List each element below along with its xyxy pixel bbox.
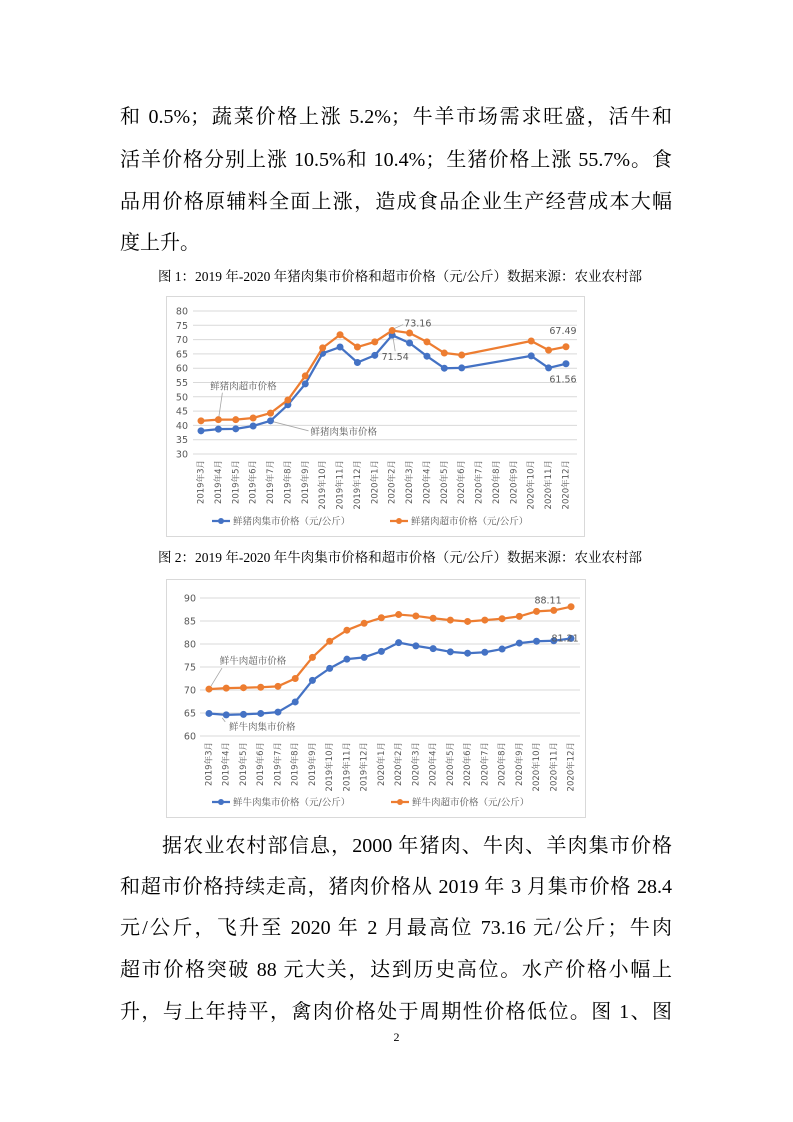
x-tick-label: 2020年1月	[370, 460, 381, 505]
data-point-series-1	[354, 344, 360, 350]
data-point-series-0	[499, 646, 505, 652]
data-point-series-0	[344, 656, 350, 662]
y-tick-label: 75	[183, 662, 196, 674]
y-tick-label: 60	[183, 731, 196, 743]
data-point-series-1	[258, 684, 264, 690]
x-tick-label: 2020年7月	[474, 460, 485, 505]
x-tick-label: 2020年2月	[394, 742, 405, 787]
legend-label: 鲜猪肉超市价格（元/公斤）	[411, 516, 529, 528]
data-label: 61.56	[549, 374, 577, 386]
data-point-series-1	[240, 685, 246, 691]
data-point-series-0	[258, 710, 264, 716]
y-tick-label: 80	[175, 306, 188, 318]
data-point-series-1	[459, 352, 465, 358]
x-tick-label: 2019年9月	[300, 460, 311, 505]
x-tick-label: 2019年7月	[273, 742, 284, 787]
body-text-line: 元/公斤，飞升至 2020 年 2 月最高位 73.16 元/公斤；牛肉	[120, 917, 672, 939]
data-point-series-0	[223, 712, 229, 718]
data-point-series-0	[215, 426, 221, 432]
series-annotation: 鲜牛肉集市价格	[228, 721, 296, 733]
x-tick-label: 2020年3月	[411, 742, 422, 787]
data-point-series-1	[465, 618, 471, 624]
legend-swatch-marker	[218, 518, 224, 524]
x-tick-label: 2020年2月	[387, 460, 398, 505]
data-point-series-0	[396, 640, 402, 646]
x-tick-label: 2019年6月	[256, 742, 267, 787]
data-point-series-1	[233, 417, 239, 423]
data-point-series-1	[275, 683, 281, 689]
series-annotation: 鲜猪肉集市价格	[310, 426, 378, 438]
y-tick-label: 85	[183, 616, 196, 628]
data-point-series-1	[516, 613, 522, 619]
x-tick-label: 2019年3月	[196, 460, 207, 505]
data-label: 88.11	[534, 595, 562, 607]
data-point-series-1	[528, 338, 534, 344]
body-text-line: 升，与上年持平，禽肉价格处于周期性价格低位。图 1、图	[120, 1001, 672, 1023]
x-tick-label: 2020年4月	[428, 742, 439, 787]
series-annotation: 鲜牛肉超市价格	[219, 656, 287, 668]
data-point-series-1	[424, 339, 430, 345]
data-point-series-0	[250, 423, 256, 429]
data-point-series-1	[250, 415, 256, 421]
x-tick-label: 2020年11月	[549, 742, 560, 792]
y-tick-label: 35	[175, 435, 188, 447]
data-point-series-0	[206, 710, 212, 716]
data-point-series-1	[396, 612, 402, 618]
body-text-line: 度上升。	[120, 232, 200, 254]
y-tick-label: 75	[175, 320, 188, 332]
series-annotation: 鲜猪肉超市价格	[210, 381, 277, 393]
data-point-series-1	[499, 616, 505, 622]
y-tick-label: 90	[183, 593, 196, 605]
data-point-series-0	[372, 352, 378, 358]
data-label: 73.16	[404, 318, 432, 330]
legend-label: 鲜猪肉集市价格（元/公斤）	[233, 516, 351, 528]
y-tick-label: 65	[175, 349, 188, 361]
data-point-series-1	[198, 418, 204, 424]
x-tick-label: 2020年9月	[514, 742, 525, 787]
data-point-series-1	[568, 604, 574, 610]
x-tick-label: 2020年6月	[457, 460, 468, 505]
body-text-line: 据农业农村部信息，2000 年猪肉、牛肉、羊肉集市价格	[162, 835, 672, 857]
data-point-series-0	[528, 353, 534, 359]
x-tick-label: 2019年8月	[290, 742, 301, 787]
data-point-series-0	[378, 648, 384, 654]
body-text-line: 品用价格原辅料全面上涨，造成食品企业生产经营成本大幅	[120, 191, 672, 213]
x-tick-label: 2019年5月	[238, 742, 249, 787]
y-tick-label: 80	[183, 639, 196, 651]
data-point-series-0	[268, 418, 274, 424]
data-point-series-1	[413, 613, 419, 619]
data-point-series-1	[534, 608, 540, 614]
data-point-series-1	[447, 617, 453, 623]
data-point-series-1	[546, 347, 552, 353]
x-tick-label: 2019年10月	[325, 742, 336, 792]
data-point-series-0	[447, 649, 453, 655]
x-tick-label: 2019年12月	[359, 742, 370, 792]
y-tick-label: 45	[175, 406, 188, 418]
x-tick-label: 2019年11月	[335, 460, 346, 510]
data-point-series-1	[482, 617, 488, 623]
y-tick-label: 40	[175, 420, 188, 432]
legend-label: 鲜牛肉超市价格（元/公斤）	[412, 797, 530, 809]
x-tick-label: 2020年4月	[422, 460, 433, 505]
y-tick-label: 55	[175, 378, 188, 389]
x-tick-label: 2019年5月	[231, 460, 242, 505]
data-point-series-1	[361, 620, 367, 626]
x-tick-label: 2020年6月	[463, 742, 474, 787]
x-tick-label: 2019年10月	[318, 460, 329, 510]
data-point-series-1	[430, 615, 436, 621]
data-label: 71.54	[381, 352, 409, 364]
pork-price-line-chart	[166, 296, 585, 537]
data-label: 81.21	[551, 633, 579, 645]
x-tick-label: 2019年3月	[204, 742, 215, 787]
data-point-series-1	[378, 615, 384, 621]
data-point-series-1	[563, 344, 569, 350]
data-point-series-0	[275, 709, 281, 715]
data-point-series-1	[320, 345, 326, 351]
beef-price-line-chart	[166, 579, 586, 818]
y-tick-label: 30	[175, 449, 188, 461]
data-point-series-1	[309, 654, 315, 660]
x-tick-label: 2020年8月	[491, 460, 502, 505]
body-text-line: 和 0.5%；蔬菜价格上涨 5.2%；牛羊市场需求旺盛，活牛和	[120, 106, 672, 128]
data-point-series-1	[441, 350, 447, 356]
data-point-series-0	[563, 361, 569, 367]
data-point-series-0	[516, 640, 522, 646]
figure-1-chart-frame	[166, 296, 585, 537]
page-number: 2	[393, 1030, 400, 1044]
x-tick-label: 2020年10月	[532, 742, 543, 792]
data-point-series-0	[534, 638, 540, 644]
y-tick-label: 70	[175, 335, 188, 347]
data-point-series-0	[354, 359, 360, 365]
data-point-series-0	[337, 344, 343, 350]
x-tick-label: 2019年9月	[307, 742, 318, 787]
data-point-series-0	[309, 677, 315, 683]
data-point-series-1	[268, 410, 274, 416]
x-tick-label: 2020年11月	[544, 460, 555, 510]
data-point-series-0	[459, 365, 465, 371]
data-point-series-1	[215, 417, 221, 423]
data-point-series-0	[198, 428, 204, 434]
data-point-series-1	[302, 373, 308, 379]
x-tick-label: 2019年4月	[221, 742, 232, 787]
x-tick-label: 2020年12月	[566, 742, 577, 792]
data-point-series-0	[292, 699, 298, 705]
x-tick-label: 2020年8月	[497, 742, 508, 787]
legend-swatch-marker	[218, 799, 224, 805]
data-point-series-0	[327, 665, 333, 671]
data-point-series-1	[327, 638, 333, 644]
legend-swatch-marker	[396, 518, 402, 524]
data-point-series-0	[407, 340, 413, 346]
data-point-series-1	[223, 685, 229, 691]
data-point-series-0	[361, 654, 367, 660]
figure-2-chart-frame	[166, 579, 586, 818]
x-tick-label: 2020年9月	[509, 460, 520, 505]
data-point-series-1	[344, 627, 350, 633]
x-tick-label: 2020年1月	[376, 742, 387, 787]
data-point-series-0	[482, 649, 488, 655]
y-tick-label: 65	[183, 708, 196, 720]
data-point-series-1	[551, 607, 557, 613]
data-point-series-1	[206, 686, 212, 692]
figure-1-caption: 图 1：2019 年-2020 年猪肉集市价格和超市价格（元/公斤）数据来源：农业农村部	[157, 269, 643, 284]
body-text-line: 超市价格突破 88 元大关，达到历史高位。水产价格小幅上	[120, 959, 672, 981]
x-tick-label: 2019年12月	[352, 460, 363, 510]
y-tick-label: 70	[183, 685, 196, 697]
y-tick-label: 50	[175, 392, 188, 404]
data-point-series-1	[285, 397, 291, 403]
data-point-series-1	[407, 330, 413, 336]
legend-label: 鲜牛肉集市价格（元/公斤）	[233, 797, 351, 809]
x-tick-label: 2019年8月	[283, 460, 294, 505]
y-tick-label: 60	[175, 363, 188, 375]
x-tick-label: 2020年3月	[405, 460, 416, 505]
x-tick-label: 2019年11月	[342, 742, 353, 792]
legend-swatch-marker	[397, 799, 403, 805]
figure-2-caption: 图 2：2019 年-2020 年牛肉集市价格和超市价格（元/公斤）数据来源：农业农村部	[157, 550, 643, 565]
x-tick-label: 2020年5月	[445, 742, 456, 787]
x-tick-label: 2020年12月	[561, 460, 572, 510]
data-point-series-1	[337, 332, 343, 338]
x-tick-label: 2020年7月	[480, 742, 491, 787]
data-point-series-0	[465, 650, 471, 656]
data-point-series-0	[546, 365, 552, 371]
x-tick-label: 2020年10月	[526, 460, 537, 510]
x-tick-label: 2020年5月	[439, 460, 450, 505]
data-point-series-0	[424, 353, 430, 359]
data-point-series-1	[292, 676, 298, 682]
data-point-series-0	[302, 381, 308, 387]
data-label: 67.49	[549, 325, 577, 337]
data-point-series-0	[233, 426, 239, 432]
x-tick-label: 2019年6月	[248, 460, 259, 505]
data-point-series-0	[413, 643, 419, 649]
body-text-line: 活羊价格分别上涨 10.5%和 10.4%；生猪价格上涨 55.7%。食	[120, 149, 672, 171]
data-point-series-0	[441, 365, 447, 371]
data-point-series-0	[430, 646, 436, 652]
body-text-line: 和超市价格持续走高，猪肉价格从 2019 年 3 月集市价格 28.4	[120, 876, 672, 898]
data-point-series-1	[372, 339, 378, 345]
x-tick-label: 2019年4月	[213, 460, 224, 505]
data-point-series-0	[240, 711, 246, 717]
x-tick-label: 2019年7月	[266, 460, 277, 505]
